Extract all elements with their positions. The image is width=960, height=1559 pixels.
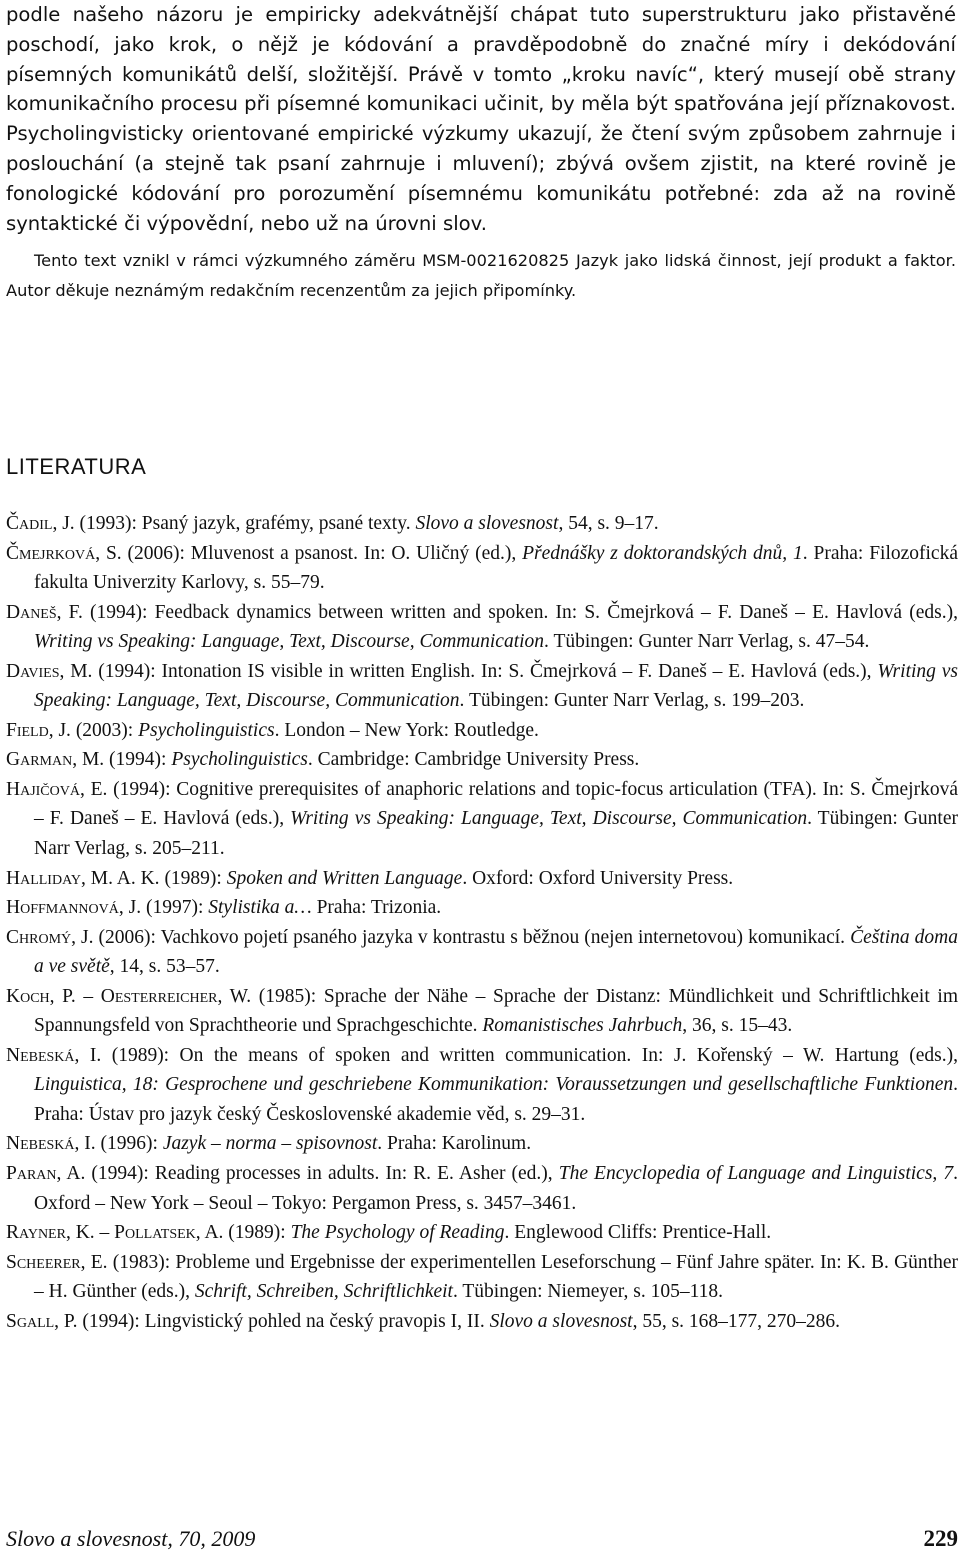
reference-item: Rayner, K. – Pollatsek, A. (1989): The Psychology of Reading. Englewood Cliffs: Prentice-Hall. [6, 1222, 772, 1244]
reference-author: Čmejrková, S. [6, 542, 122, 564]
reference-title: Psycholinguistics [171, 749, 308, 771]
reference-item: Garman, M. (1994): Psycholinguistics. Cambridge: Cambridge University Press. [6, 749, 640, 771]
reference-item: Hoffmannová, J. (1997): Stylistika a… Praha: Trizonia. [6, 897, 442, 919]
reference-item: Chromý, J. (2006): Vachkovo pojetí psaného jazyka v kontrastu s běžnou (nejen internetovou) komunikací. Čeština doma a ve světě, 14, s. 53–57. [6, 926, 959, 978]
reference-title: Slovo a slovesnost [415, 513, 559, 534]
reference-item: Scheerer, E. (1983): Probleme und Ergebnisse der experimentellen Leseforschung – Fünf Jahre später. In: K. B. Günther – H. Günther (eds.), Schrift, Schreiben, Schriftlichkeit. Tübingen: Niemeyer, s. 105–118. [6, 1251, 958, 1303]
reference-author: Čadil, J. [6, 513, 75, 534]
reference-author: Nebeská, I. [6, 1133, 96, 1155]
reference-item: Sgall, P. (1994): Lingvistický pohled na český pravopis I, II. Slovo a slovesnost, 55, s. 168–177, 270–286. [6, 1310, 841, 1332]
reference-author: Scheerer, E. [6, 1251, 108, 1273]
literature-heading: LITERATURA [6, 454, 147, 479]
reference-item: Halliday, M. A. K. (1989): Spoken and Written Language. Oxford: Oxford University Press. [6, 867, 734, 889]
reference-title: Writing vs Speaking: Language, Text, Discourse, Communication [34, 631, 545, 653]
reference-title: The Psychology of Reading [290, 1222, 505, 1244]
reference-item: Čadil, J. (1993): Psaný jazyk, grafémy, psané texty. Slovo a slovesnost, 54, s. 9–17. [6, 513, 659, 534]
reference-title: Jazyk – norma – spisovnost [162, 1133, 378, 1155]
reference-author: Rayner, K. – Pollatsek, A. [6, 1222, 224, 1244]
reference-title: Čeština doma a ve světě [34, 926, 959, 978]
reference-author: Koch, P. – Oesterreicher, W. [6, 985, 252, 1007]
reference-author: Davies, M. [6, 660, 93, 682]
reference-item: Daneš, F. (1994): Feedback dynamics between written and spoken. In: S. Čmejrková – F. Daneš – E. Havlová (eds.), Writing vs Speaking: Language, Text, Discourse, Communication. Tübingen: Gunter Narr Verlag, s. 47–54. [6, 601, 958, 653]
reference-list [6, 509, 958, 1336]
reference-author: Field, J. [6, 719, 71, 741]
reference-author: Daneš, F. [6, 601, 83, 623]
page-content [6, 0, 958, 1559]
reference-author: Nebeská, I. [6, 1044, 102, 1066]
reference-item: Paran, A. (1994): Reading processes in adults. In: R. E. Asher (ed.), The Encyclopedia of Language and Linguistics, 7. Oxford – New York – Seoul – Tokyo: Pergamon Press, s. 3457–3461. [6, 1163, 958, 1214]
reference-author: Hajičová, E. [6, 778, 108, 800]
reference-title: Schrift, Schreiben, Schriftlichkeit [194, 1281, 453, 1303]
reference-author: Paran, A. [6, 1163, 86, 1185]
reference-title: Slovo a slovesnost [489, 1310, 633, 1332]
reference-item: Hajičová, E. (1994): Cognitive prerequisites of anaphoric relations and topic-focus articulation (TFA). In: S. Čmejrková – F. Daneš – E. Havlová (eds.), Writing vs Speaking: Language, Text, Discourse, Communication. Tübingen: Gunter Narr Verlag, s. 205–211. [6, 778, 959, 860]
reference-author: Sgall, P. [6, 1310, 78, 1332]
reference-item: Field, J. (2003): Psycholinguistics. London – New York: Routledge. [6, 719, 539, 741]
reference-title: Writing vs Speaking: Language, Text, Discourse, Communication [34, 660, 958, 712]
page-number: 229 [923, 1526, 958, 1551]
reference-author: Garman, M. [6, 749, 105, 771]
reference-item: Nebeská, I. (1989): On the means of spoken and written communication. In: J. Kořenský – W. Hartung (eds.), Linguistica, 18: Gesprochene und geschriebene Kommunikation: Voraussetzungen und gesellschaftliche Funktionen. Praha: Ústav pro jazyk český Československé akademie věd, s. 29–31. [6, 1044, 958, 1125]
reference-title: Writing vs Speaking: Language, Text, Discourse, Communication [290, 808, 808, 830]
reference-item: Koch, P. – Oesterreicher, W. (1985): Sprache der Nähe – Sprache der Distanz: Mündlichkeit und Schriftlichkeit im Spannungsfeld von Sprachtheorie und Sprachgeschichte. Romanistisches Jahrbuch, 36, s. 15–43. [6, 985, 958, 1037]
reference-item: Nebeská, I. (1996): Jazyk – norma – spisovnost. Praha: Karolinum. [6, 1133, 532, 1155]
reference-title: Přednášky z doktorandských dnů, 1 [522, 542, 803, 564]
reference-title: Stylistika a… [208, 897, 312, 919]
reference-author: Hoffmannová, J. [6, 897, 142, 919]
reference-item: Davies, M. (1994): Intonation IS visible in written English. In: S. Čmejrková – F. Daneš – E. Havlová (eds.), Writing vs Speaking: Language, Text, Discourse, Communication. Tübingen: Gunter Narr Verlag, s. 199–203. [6, 660, 958, 712]
reference-title: Romanistisches Jahrbuch [482, 1015, 683, 1037]
reference-title: Spoken and Written Language [226, 867, 463, 889]
reference-title: Psycholinguistics [138, 719, 275, 741]
reference-author: Chromý, J. [6, 926, 94, 948]
reference-title: The Encyclopedia of Language and Linguistics, 7 [558, 1163, 954, 1185]
body-paragraph: podle našeho názoru je empiricky adekvátnější chápat tuto superstrukturu jako přistavěné poschodí, jako krok, o nějž je kódování a pravděpodobně do značné míry i dekódování písemných komunikátů delší, složitější. Právě v tomto „kroku navíc“, který musejí obě strany komunikačního procesu při písemné komunikaci učinit, by měla být spatřována její příznakovost. Psycholingvisticky orientované empirické výzkumy ukazují, že čtení svým způsobem zahrnuje i poslouchání (a stejně tak psaní zahrnuje i mluvení); zbývá ovšem zjistit, na které rovině je fonologické kódování pro porozumění písemnému komunikátu potřebné: zda až na rovině syntaktické či výpovědní, nebo už na úrovni slov. [6, 3, 956, 235]
reference-title: Linguistica, 18: Gesprochene und geschriebene Kommunikation: Voraussetzungen und gesellschaftliche Funktionen [34, 1074, 954, 1096]
footer-journal: Slovo a slovesnost, 70, 2009 [6, 1526, 256, 1551]
page-footer [6, 1526, 958, 1556]
reference-author: Halliday, M. A. K. [6, 867, 160, 889]
acknowledgement-note: Tento text vznikl v rámci výzkumného záměru MSM-0021620825 Jazyk jako lidská činnost, její produkt a faktor. Autor děkuje neznámým redakčním recenzentům za jejich připomínky. [6, 251, 956, 300]
reference-item: Čmejrková, S. (2006): Mluvenost a psanost. In: O. Uličný (ed.), Přednášky z doktorandských dnů, 1. Praha: Filozofická fakulta Univerzity Karlovy, s. 55–79. [6, 542, 958, 594]
